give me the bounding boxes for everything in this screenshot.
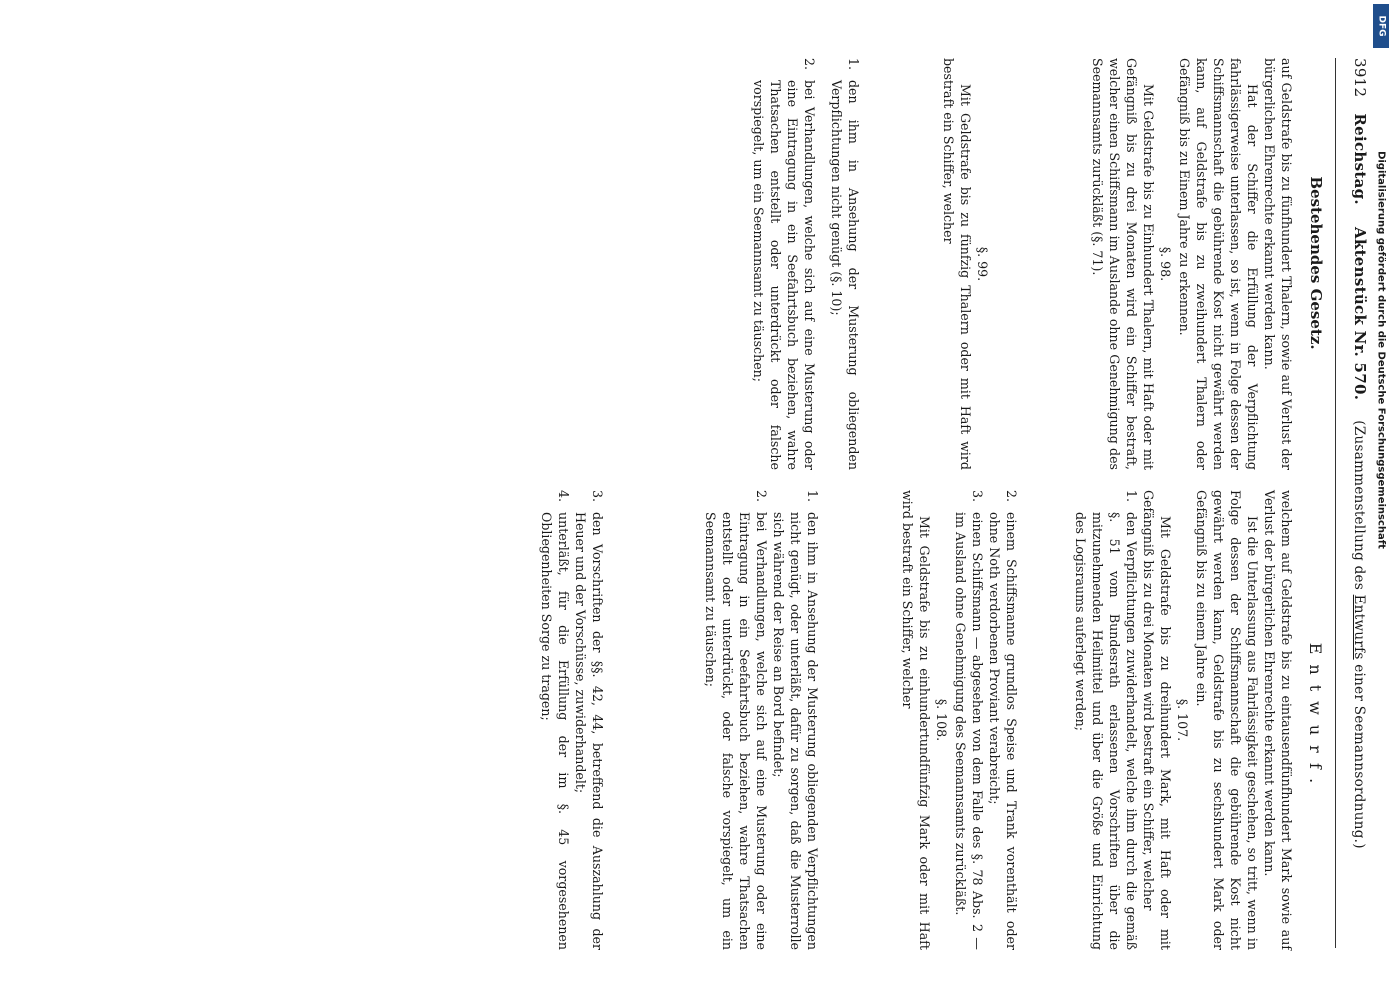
right-column-draft	[538, 490, 1295, 950]
right-paragraph: Mit Geldstrafe bis zu dreihundert Mark, mit Haft oder mit Gefängniß bis zu drei Monaten wird bestraft ein Schiffer, welcher	[1141, 490, 1173, 950]
list-item-number: 2.	[802, 58, 817, 71]
list-item-text: einen Schiffsmann — abgesehen von dem Falle des §. 78 Abs. 2 — im Ausland ohne Genehmigung des Seemannsamts zurückläßt.	[953, 512, 985, 950]
list-item	[952, 490, 986, 950]
list-item-number: 2.	[754, 490, 769, 503]
list-item-text: einem Schiffsmanne grundlos Speise und Trank vorenthält oder ohne Noth verdorbenen Proviant verabreicht;	[987, 512, 1019, 950]
page-header	[1339, 58, 1369, 948]
title-prefix: (Zusammenstellung des	[1351, 420, 1367, 591]
list-item	[828, 58, 862, 470]
right-paragraph: Ist die Unterlassung aus Fahrlässigkeit geschehen, so tritt, wenn in Folge dessen der Schiffsmannschaft die gebührende Kost nicht gewährt werden kann, Geldstrafe bis zu sechshundert Mark oder Gefängniß bis zu einem Jahre ein.	[1194, 490, 1260, 950]
list-item	[1072, 490, 1140, 950]
list-item-text: bei Verhandlungen, welche sich auf eine Musterung oder eine Eintragung in ein Seefahrtsbuch beziehen, wahre Thatsachen entstellt oder unterdrückt, oder falsche vorspiegelt, um ein Seemannsamt zu täuschen;	[703, 512, 769, 950]
list-item-number: 4.	[556, 490, 571, 503]
list-item-number: 1.	[846, 58, 861, 71]
list-item-text: den ihm in Ansehung der Musterung obliegenden Verpflichtungen nicht genügt, oder unterläßt, dafür zu sorgen, daß die Musterrolle sich während der Reise an Bord befindet;	[771, 512, 820, 950]
page-content	[69, 58, 1369, 948]
section-number: §. 108.	[934, 698, 949, 742]
left-column-existing-law	[750, 58, 1295, 470]
title-suffix: einer Seemannsordnung.)	[1351, 664, 1367, 849]
left-paragraph: Hat der Schiffer die Erfüllung der Verpflichtung fahrlässigerweise unterlassen, so ist, wenn in Folge dessen der Schiffsmannschaft die gebührende Kost nicht gewährt werden kann, auf Geldstrafe bis zu zweihundert Thalern oder Gefängniß bis zu Einem Jahre zu erkennen.	[1177, 58, 1260, 470]
right-paragraph: welchem auf Geldstrafe bis zu eintausendfünfhundert Mark sowie auf Verlust der bürgerlichen Ehrenrechte erkannt werden kann.	[1262, 490, 1294, 950]
list-item-text: den Verpflichtungen zuwiderhandelt, welche ihm durch die gemäß §. 51 vom Bundesrath erlassenen Vorschriften über die mitzunehmenden Heilmittel und über die Größe und Einrichtung des Logisraums auferlegt werden;	[1073, 512, 1139, 950]
list-item	[538, 490, 572, 950]
list-item-number: 1.	[1124, 490, 1139, 503]
header-rule	[1335, 58, 1336, 948]
right-paragraph: Mit Geldstrafe bis zu einhundertundfünfzig Mark oder mit Haft wird bestraft ein Schiffer, welcher	[900, 490, 932, 950]
left-paragraph: Mit Geldstrafe bis zu Einhundert Thalern, mit Haft oder mit Gefängniß bis zu drei Monaten wird ein Schiffer bestraft, welcher einen Schiffsmann im Auslande ohne Genehmigung des Seemannsamts zurückläßt (§. 71).	[1090, 58, 1156, 470]
left-paragraph: Mit Geldstrafe bis zu fünfzig Thalern oder mit Haft wird bestraft ein Schiffer, welcher	[941, 58, 973, 470]
section-number: §. 98.	[1158, 246, 1173, 282]
list-item-number: 1.	[805, 490, 820, 503]
dfg-logo-text: DFG	[1376, 15, 1387, 37]
list-item	[702, 490, 770, 950]
column-headings	[1295, 58, 1335, 948]
list-item	[750, 58, 818, 470]
list-item-number: 3.	[970, 490, 985, 503]
document-number: Aktenstück Nr. 570.	[1351, 226, 1369, 401]
title-underlined: Entwurfs	[1351, 594, 1367, 660]
left-paragraph: auf Geldstrafe bis zu fünfhundert Thalern, sowie auf Verlust der bürgerlichen Ehrenrechte erkannt werden kann.	[1262, 58, 1294, 470]
left-column-heading: Bestehendes Gesetz.	[1307, 176, 1325, 350]
right-column-heading: Entwurf.	[1306, 642, 1325, 794]
list-item-number: 3.	[590, 490, 605, 503]
document-title	[1351, 420, 1367, 849]
digitization-notice	[1371, 0, 1391, 1000]
organization-name: Reichstag.	[1351, 113, 1369, 205]
section-number: §. 107.	[1175, 698, 1190, 742]
dfg-logo	[1373, 4, 1389, 48]
list-item-number: 2.	[1004, 490, 1019, 503]
section-number: §. 99.	[975, 246, 990, 282]
list-item-text: den ihm in Ansehung der Musterung obliegenden Verpflichtungen nicht genügt (§. 10);	[829, 80, 861, 470]
list-item-text: unterläßt, für die Erfüllung der im §. 45 vorgesehenen Obliegenheiten Sorge zu tragen;	[539, 512, 571, 950]
digitization-notice-text: Digitalisierung gefördert durch die Deutsche Forschungsgemeinschaft	[1375, 151, 1387, 549]
page-number: 3912	[1351, 58, 1369, 98]
list-item	[572, 490, 606, 950]
list-item	[770, 490, 821, 950]
list-item	[986, 490, 1020, 950]
list-item-text: den Vorschriften der §§. 42, 44, betreffend die Auszahlung der Heuer und der Vorschüsse, zuwiderhandelt;	[573, 512, 605, 950]
list-item-text: bei Verhandlungen, welche sich auf eine Musterung oder eine Eintragung in ein Seefahrtsbuch beziehen, wahre Thatsachen entstellt oder unterdrückt oder falsche vorspiegelt, um ein Seemannsamt zu täuschen;	[751, 80, 817, 470]
